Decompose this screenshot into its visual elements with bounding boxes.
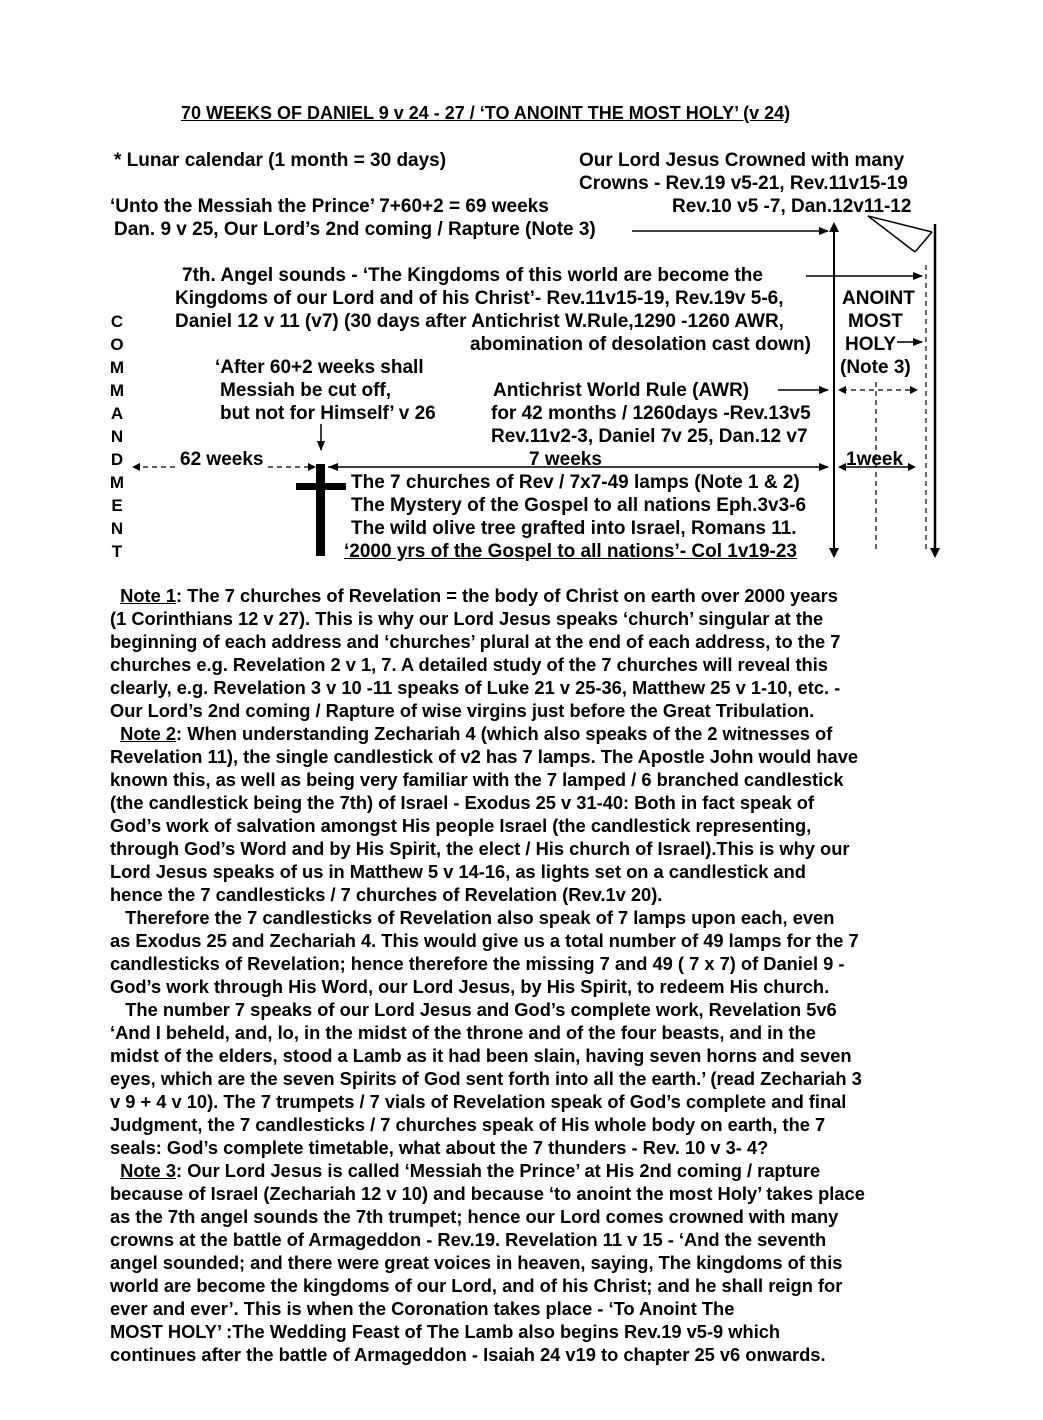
note2-line: God’s work of salvation amongst His people Israel (the candlestick representing,	[110, 815, 812, 836]
angel-line-4: abomination of desolation cast down)	[470, 334, 811, 355]
awr-line-2: for 42 months / 1260days -Rev.13v5	[491, 403, 811, 424]
note3-line: continues after the battle of Armageddon - Isaiah 24 v19 to chapter 25 v6 onwards.	[110, 1344, 826, 1365]
note2-line: Lord Jesus speaks of us in Matthew 5 v 14-16, as lights set on a candlestick and	[110, 861, 806, 882]
note1-line: clearly, e.g. Revelation 3 v 10 -11 speaks of Luke 21 v 25-36, Matthew 25 v 1-10, etc. -	[110, 677, 841, 698]
note3-label: Note 3	[120, 1160, 177, 1181]
note2-line: The number 7 speaks of our Lord Jesus and God’s complete work, Revelation 5v6	[110, 999, 837, 1020]
angel-line-1: 7th. Angel sounds - ‘The Kingdoms of this world are become the	[182, 265, 763, 286]
commandment-letter: M	[109, 358, 125, 377]
cutoff-line-2: Messiah be cut off,	[220, 380, 392, 401]
note3-line: world are become the kingdoms of our Lord, and of his Christ; and he shall reign for	[110, 1275, 843, 1296]
note2-first-line: Note 2: When understanding Zechariah 4 (which also speaks of the 2 witnesses of	[120, 723, 833, 744]
notes-section	[110, 584, 950, 1366]
note2-line: Revelation 11), the single candlestick of v2 has 7 lamps. The Apostle John would have	[110, 746, 859, 767]
weeks62-label: 62 weeks	[180, 449, 264, 470]
commandment-letter: D	[110, 450, 124, 469]
note2-line: ‘And I beheld, and, lo, in the midst of the throne and of the four beasts, and in the	[110, 1022, 816, 1043]
note1-line: (1 Corinthians 12 v 27). This is why our Lord Jesus speaks ‘church’ singular at the	[110, 608, 824, 629]
note2-line: seals: God’s complete timetable, what about the 7 thunders - Rev. 10 v 3- 4?	[110, 1137, 769, 1158]
most-label: MOST	[848, 311, 903, 332]
note1-label: Note 1	[120, 585, 177, 606]
note2-line: Judgment, the 7 candlesticks / 7 churches speak of His whole body on earth, the 7	[110, 1114, 826, 1135]
cutoff-line-1: ‘After 60+2 weeks shall	[215, 357, 424, 378]
note2-line: Therefore the 7 candlesticks of Revelation also speak of 7 lamps upon each, even	[110, 907, 835, 928]
messiah-line-2: Dan. 9 v 25, Our Lord’s 2nd coming / Rapture (Note 3)	[114, 219, 596, 240]
holy-label: HOLY	[845, 334, 897, 355]
week1-label: 1week	[846, 449, 904, 470]
anoint-label: ANOINT	[842, 288, 915, 309]
commandment-letter: M	[109, 381, 125, 400]
note2-label: Note 2	[120, 723, 177, 744]
page-title: 70 WEEKS OF DANIEL 9 v 24 - 27 / ‘TO ANOINT THE MOST HOLY’ (v 24)	[181, 103, 791, 123]
angel-line-2: Kingdoms of our Lord and of his Christ’- Rev.11v15-19, Rev.19v 5-6,	[175, 288, 784, 309]
note2-line: as Exodus 25 and Zechariah 4. This would give us a total number of 49 lamps for the 7	[110, 930, 859, 951]
crowned-line-1: Our Lord Jesus Crowned with many	[579, 150, 905, 171]
churches-line-3: The wild olive tree grafted into Israel, Romans 11.	[351, 518, 797, 539]
commandment-letter: M	[109, 473, 125, 492]
commandment-letter: A	[110, 404, 124, 423]
commandment-letter: T	[111, 542, 123, 561]
weeks7-label: 7 weeks	[529, 449, 602, 470]
commandment-letter: O	[110, 335, 124, 354]
cross-icon	[316, 464, 325, 556]
note2-line: eyes, which are the seven Spirits of God sent forth into all the earth.’ (read Zechariah 3	[110, 1068, 862, 1089]
messiah-line-1: ‘Unto the Messiah the Prince’ 7+60+2 = 69 weeks	[110, 196, 549, 217]
note1-line: beginning of each address and ‘churches’ plural at the end of each address, to the 7	[110, 631, 841, 652]
crowned-line-3: Rev.10 v5 -7, Dan.12v11-12	[672, 196, 912, 217]
churches-line-2: The Mystery of the Gospel to all nations Eph.3v3-6	[351, 495, 807, 516]
lunar-calendar-note: * Lunar calendar (1 month = 30 days)	[114, 150, 447, 171]
note2-line: candlesticks of Revelation; hence therefore the missing 7 and 49 ( 7 x 7) of Daniel 9 -	[110, 953, 845, 974]
cutoff-line-3: but not for Himself’ v 26	[220, 403, 436, 424]
note3-line: MOST HOLY’ :The Wedding Feast of The Lamb also begins Rev.19 v5-9 which	[110, 1321, 781, 1342]
note2-line: (the candlestick being the 7th) of Israel - Exodus 25 v 31-40: Both in fact speak of	[110, 792, 814, 813]
note3-line: ever and ever’. This is when the Coronation takes place - ‘To Anoint The	[110, 1298, 735, 1319]
churches-line-1: The 7 churches of Rev / 7x7-49 lamps (Note 1 & 2)	[351, 472, 800, 493]
churches-line-4: ‘2000 yrs of the Gospel to all nations’- Col 1v19-23	[344, 541, 797, 562]
commandment-letter: E	[111, 496, 123, 515]
note3-first-line: Note 3: Our Lord Jesus is called ‘Messiah the Prince’ at His 2nd coming / rapture	[120, 1160, 821, 1181]
note3-line: crowns at the battle of Armageddon - Rev.19. Revelation 11 v 15 - ‘And the seventh	[110, 1229, 827, 1250]
awr-line-3: Rev.11v2-3, Daniel 7v 25, Dan.12 v7	[491, 426, 808, 447]
crowned-line-2: Crowns - Rev.19 v5-21, Rev.11v15-19	[579, 173, 908, 194]
note3-line: as the 7th angel sounds the 7th trumpet; hence our Lord comes crowned with many	[110, 1206, 839, 1227]
awr-line-1: Antichrist World Rule (AWR)	[493, 380, 750, 401]
commandment-letter: N	[110, 427, 124, 446]
note2-line: hence the 7 candlesticks / 7 churches of Revelation (Rev.1v 20).	[110, 884, 663, 905]
note1-first-line: Note 1: The 7 churches of Revelation = the body of Christ on earth over 2000 years	[120, 585, 838, 606]
note2-line: v 9 + 4 v 10). The 7 trumpets / 7 vials of Revelation speak of God’s complete and final	[110, 1091, 847, 1112]
note1-line: Our Lord’s 2nd coming / Rapture of wise virgins just before the Great Tribulation.	[110, 700, 815, 721]
note1-line: churches e.g. Revelation 2 v 1, 7. A detailed study of the 7 churches will reveal this	[110, 654, 828, 675]
note2-line: through God’s Word and by His Spirit, the elect / His church of Israel).This is why our	[110, 838, 850, 859]
commandment-letter: C	[110, 312, 124, 331]
note3-line: angel sounded; and there were great voices in heaven, saying, The kingdoms of this	[110, 1252, 843, 1273]
commandment-letter: N	[110, 519, 124, 538]
note3-ref: (Note 3)	[840, 357, 911, 378]
note2-line: known this, as well as being very familiar with the 7 lamped / 6 branched candlestick	[110, 769, 844, 790]
note2-line: God’s work through His Word, our Lord Jesus, by His Spirit, to redeem His church.	[110, 976, 830, 997]
note3-line: because of Israel (Zechariah 12 v 10) and because ‘to anoint the most Holy’ takes place	[110, 1183, 865, 1204]
note2-line: midst of the elders, stood a Lamb as it had been slain, having seven horns and seven	[110, 1045, 852, 1066]
angel-line-3: Daniel 12 v 11 (v7) (30 days after Antichrist W.Rule,1290 -1260 AWR,	[175, 311, 784, 332]
